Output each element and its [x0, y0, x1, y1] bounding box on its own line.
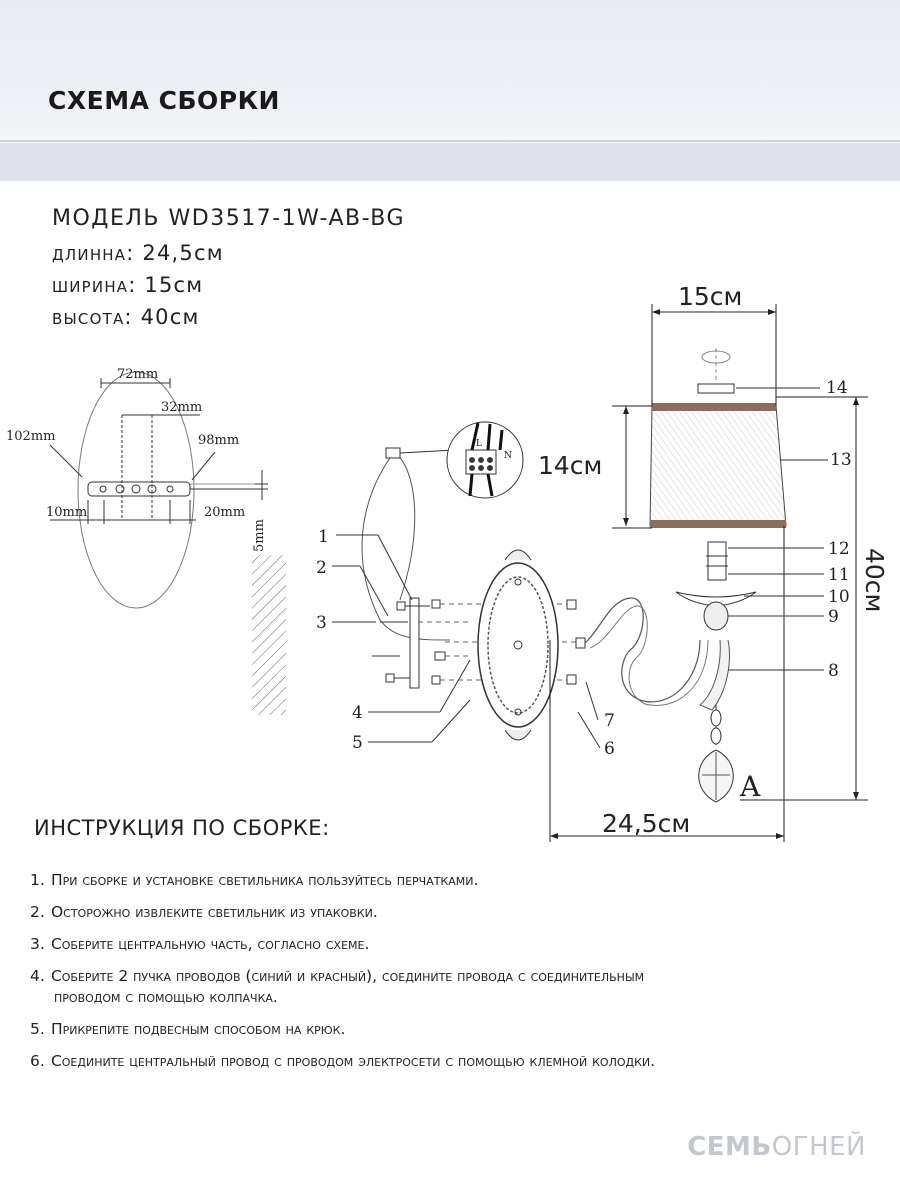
dim-total-height: 40см — [860, 548, 889, 613]
part-1: 1 — [318, 527, 329, 547]
part-10: 10 — [828, 587, 850, 607]
backplate-ornate — [478, 563, 558, 727]
dim-72mm: 72mm — [117, 367, 159, 382]
instructions-list — [30, 870, 890, 1083]
spec-width-label: ширина: — [52, 273, 137, 297]
mount-plate-drawing — [50, 372, 286, 715]
spec-height-label: высота: — [52, 305, 133, 329]
part-11: 11 — [828, 565, 850, 585]
mount-bracket — [88, 482, 190, 496]
model-name: МОДЕЛЬ WD3517-1W-AB-BG — [52, 206, 405, 231]
page-title: СХЕМА СБОРКИ — [48, 86, 280, 115]
part-13: 13 — [830, 450, 852, 470]
instruction-step: 2. Осторожно извлеките светильник из упаковки. — [30, 903, 378, 921]
wire-label-n: N — [504, 451, 512, 461]
spec-width-value: 15см — [136, 273, 204, 297]
lamp-drawing — [332, 304, 868, 842]
part-9: 9 — [828, 607, 839, 627]
part-14: 14 — [826, 378, 848, 398]
part-12: 12 — [828, 539, 850, 559]
dim-shade-height: 14см — [538, 451, 603, 480]
wire-label-l: L — [476, 439, 482, 449]
dim-shade-width: 15см — [678, 282, 743, 311]
part-2: 2 — [316, 558, 327, 578]
instruction-step: 5. Прикрепите подвесным способом на крюк. — [30, 1020, 346, 1038]
dim-98mm: 98mm — [198, 433, 240, 448]
mount-bar — [410, 598, 419, 688]
part-4: 4 — [352, 703, 363, 723]
brand-logo: СЕМЬОГНЕЙ — [687, 1132, 866, 1162]
part-8: 8 — [828, 661, 839, 681]
lamp-shade — [650, 406, 786, 526]
instruction-step: 1. При сборке и установке светильника пользуйтесь перчатками. — [30, 871, 479, 889]
wall-hatch — [252, 555, 286, 715]
crystal-label: A — [740, 770, 761, 803]
mount-dim-labels — [6, 367, 267, 552]
dim-102mm: 102mm — [6, 429, 56, 444]
instructions-title: ИНСТРУКЦИЯ ПО СБОРКЕ: — [34, 816, 330, 840]
dim-length: 24,5см — [602, 809, 691, 838]
instruction-step: 6. Соедините центральный провод с проводом электросети с помощью клемной колодки. — [30, 1052, 656, 1070]
instruction-step: 3. Соберите центральную часть, согласно схеме. — [30, 935, 370, 953]
spec-height-value: 40см — [132, 305, 200, 329]
supply-wire — [362, 455, 450, 640]
dim-5mm: 5mm — [252, 519, 267, 552]
dim-10mm: 10mm — [46, 505, 88, 520]
dim-32mm: 32mm — [161, 400, 203, 415]
part-5: 5 — [352, 733, 363, 753]
part-7: 7 — [604, 711, 615, 731]
part-3: 3 — [316, 613, 327, 633]
dim-20mm: 20mm — [204, 505, 246, 520]
part-6: 6 — [604, 739, 615, 759]
spec-length-label: длинна: — [52, 241, 135, 265]
finial — [698, 384, 734, 393]
instruction-step: 4. Соберите 2 пучка проводов (синий и красный), соедините провода с соединительным проводом с помощью колпачка. — [30, 967, 645, 1006]
spec-length-value: 24,5см — [134, 241, 224, 265]
socket — [708, 542, 726, 580]
